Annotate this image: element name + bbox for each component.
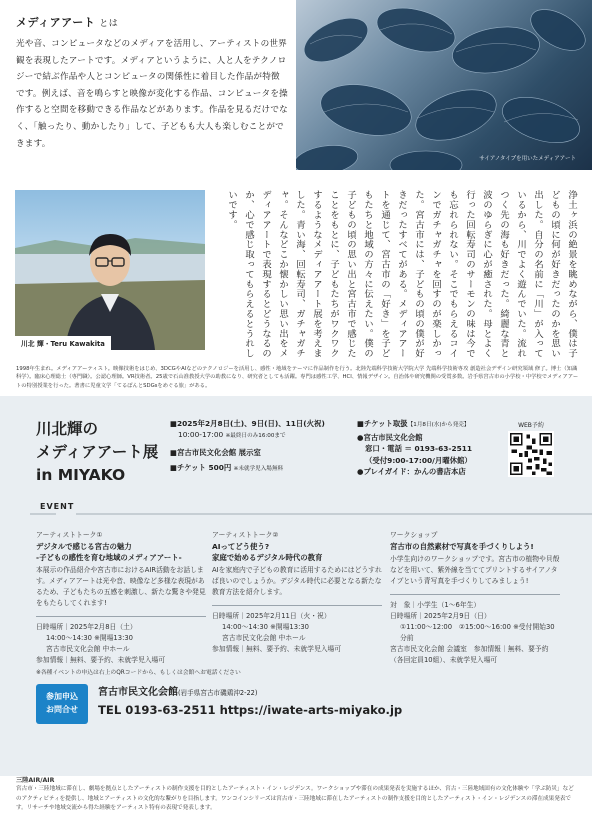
contact-info bbox=[98, 684, 402, 719]
event-item-desc: 本展示の作品紹介や宮古市におけるAIR活動をお話します。メディアアートは光や音、映像など多様な表現があるため、子どもたちの五感を刺激し、新たな驚きや発見をもたらしてくれます! bbox=[36, 566, 206, 607]
exhibition-time-note: ※最終日のみ16:00まで bbox=[225, 433, 286, 440]
event-item-talk-2 bbox=[212, 530, 382, 655]
event-divider bbox=[0, 502, 592, 522]
event-item-date: 日時場所｜2025年2月9日（日） bbox=[390, 612, 491, 620]
event-item-title: デジタルで感じる宮古の魅力 bbox=[36, 542, 132, 551]
event-item-title: AIってどう使う? bbox=[212, 542, 270, 551]
footer bbox=[16, 776, 578, 814]
exhibition-dates: ■2025年2月8日(土)、9日(日)、11日(火祝) bbox=[170, 419, 325, 428]
exhibition-ticket-row bbox=[170, 462, 360, 475]
ticket-sales-venue: ●宮古市民文化会館 bbox=[357, 432, 423, 442]
event-item-place: 宮古市民文化会館 中ホール bbox=[46, 645, 130, 653]
exhibition-ticket-price: ■チケット 500円 bbox=[170, 463, 232, 473]
ticket-sales-hours: （受付9:00-17:00/月曜休館） bbox=[365, 455, 472, 465]
shell-photo-caption: サイアノタイプを用いたメディアアート bbox=[479, 156, 576, 162]
intro-body: 光や音、コンピュータなどのメディアを活用し、アーティストの世界観を表現したアートです。メディアというように、人と人をテクノロジーで結ぶ作品や人とコンピュータの関係性に着目した作品が特徴です。例えば、音を鳴らすと映像が変化する作品、コンピュータを操作すると空間を移動できる作品などがあります。作品を見るだけでなく、「触ったり、動かしたり」して、子どもも大人も楽しむことができます。 bbox=[16, 39, 288, 149]
event-header: EVENT bbox=[40, 502, 75, 511]
event-item-sessions: ①11:00〜12:00 ②15:00〜16:00 ※受付開始30分前 bbox=[400, 623, 555, 642]
contact-button[interactable] bbox=[36, 684, 88, 724]
exhibition-title-line3: in MIYAKO bbox=[36, 466, 126, 484]
contact-tel-url[interactable]: TEL 0193-63-2511 https://iwate-arts-miyako.jp bbox=[98, 703, 403, 717]
exhibition-time-row bbox=[170, 429, 360, 442]
ticket-sales bbox=[357, 418, 507, 478]
event-item-title: 宮古市の自然素材で写真を手づくりしよう! bbox=[390, 542, 534, 551]
event-item-head: ワークショップ bbox=[390, 531, 438, 539]
event-item-info: 参加情報｜無料、要予約、未就学児入場可 bbox=[212, 645, 342, 653]
event-item-target: 対 象｜小学生（1〜6年生） bbox=[390, 601, 481, 609]
ticket-sales-counter: 窓口・電話 ＝ 0193-63-2511 bbox=[365, 444, 473, 454]
intro-title-suffix: とは bbox=[99, 19, 119, 29]
exhibition-title-line1: 川北輝の bbox=[36, 420, 99, 438]
artist-photo-caption: 川北 輝・Teru Kawakita bbox=[15, 336, 111, 350]
event-item-talk-1 bbox=[36, 530, 206, 666]
artist-message: 浄土ヶ浜の絶景を眺めながら、僕は子どもの頃に何が好きだったのかを思い出した。自分の名前に「川」が入っているから、川でよく遊んでいた。流れつく先の海も好きだった。綺麗な青と波のゆらぎに心が癒された。母とよく行った回転寿司のサーモンの味は今でも忘れられない。そこでもらえるコインでガチャガチャを回すのが楽しかった。宮古市には、子どもの頃の僕が好きだったすべてがある。メディアアートを通じて、宮古市の「好き」を子どもたちと地域の方々に伝えたい。僕の子どもの頃の思い出と宮古市で感じたことをもとに、子どもたちがワクワクするようなメディアアート展を考えました。青い海、回転寿司、ガチャガチャ。そんなどこか懐かしい思い出をメディアアートで表現するとどうなるのか、心で感じ取ってもらえるとうれしいです。 bbox=[226, 190, 577, 359]
ticket-sales-period: 【1月8日(水)から発売】 bbox=[407, 422, 470, 428]
event-item-separator bbox=[212, 605, 382, 606]
artist-bio: 1998年生まれ。メディアアーティスト。映像技術をはじめ、3DCGやAIなどのテクノロジーを活用し、感性・地域をテーマに作品制作を行う。北陸先端科学技術大学院大学 先端科学技術専攻 創造社会デザイン研究領域 修了。博士（知識科学）。臨床心理総士（専門職）。公認心理師。VR技術者。25歳で石山准教授大学の助教になり、研究者としても活躍。専門は感性工学、HCI、情報デザイン。自治体や研究機関の受賞多数。岩手県宮古市の小学校・中学校でメディアアートの特別授業を行った。著書に児童文学「てるぽんとSDGsをめぐる旅」がある。 bbox=[16, 366, 579, 389]
event-item-desc: AIを家庭内で子どもの教育に活用するためにはどうすれば良いのでしょうか。デジタル時代に必要となる新たな教育方法を紹介します。 bbox=[212, 566, 382, 596]
event-item-workshop bbox=[390, 530, 560, 666]
intro-title-main: メディアアート bbox=[16, 16, 96, 29]
event-item-head: アーティストトーク① bbox=[36, 531, 103, 539]
artist-photo bbox=[15, 190, 205, 350]
event-item-subtitle: 家庭で始めるデジタル時代の教育 bbox=[212, 553, 323, 562]
event-item-place: 宮古市民文化会館 中ホール bbox=[222, 634, 306, 642]
exhibition-venue: ■宮古市民文化会館 展示室 bbox=[170, 447, 261, 457]
shell-illustration bbox=[296, 0, 592, 170]
qr-code-icon[interactable] bbox=[508, 431, 554, 477]
contact-venue-row bbox=[98, 684, 402, 702]
event-item-time: 14:00〜14:30 ※開場13:30 bbox=[46, 634, 134, 642]
exhibition-info bbox=[0, 396, 592, 776]
contact-button-line2: お問合せ bbox=[46, 705, 78, 714]
event-item-head: アーティストトーク② bbox=[212, 531, 279, 539]
exhibition-title bbox=[36, 418, 158, 487]
contact-address: (岩手県宮古市磯鶏沖2-22) bbox=[178, 689, 258, 697]
intro-section bbox=[16, 14, 288, 152]
event-item-date: 日時場所｜2025年2月8日（土） bbox=[36, 623, 137, 631]
artist-portrait bbox=[15, 190, 205, 350]
footer-body: 宮古市・三陸地域に滞在し、劇場を拠点としたアーティストの制作支援を目的としたアーティスト・イン・レジデンス。ワークショップや滞在の成果発表を実施するほか、宮古・三陸地域固有の文化体験や「学ぶ防災」などのアクティビティを提供し、地域とアーティストの文化的な繋がりを目指します。ワンコインシリーズは宮古市・三陸地域に滞在したアーティストの制作支援を目的としたアーティスト・イン・レジデンスの滞在成果発表です。リサーチや地域交流から得た経験をアーティスト特有の表現で発表します。 bbox=[16, 786, 574, 812]
event-item-info: 参加情報｜無料、要予約、未就学児入場可 bbox=[36, 656, 166, 664]
web-reservation[interactable] bbox=[507, 420, 555, 481]
footer-heading: 三陸AIR/AIR bbox=[16, 777, 55, 784]
event-item-desc: 小学生向けのワークショップです。宮古市の植物や貝殻などを用いて、紫外線を当ててプリントするサイアノタイプという青写真を手づくりしてみましょう! bbox=[390, 555, 560, 585]
contact-button-line1: 参加申込 bbox=[46, 692, 78, 701]
ticket-sales-label: ■チケット取扱 bbox=[357, 419, 408, 428]
ticket-playguide: ●プレイガイド：かんの書店本店 bbox=[357, 467, 466, 477]
event-item-time: 14:00〜14:30 ※開場13:30 bbox=[222, 623, 310, 631]
web-reservation-label: WEB予約 bbox=[518, 422, 544, 429]
exhibition-ticket-note: ※未就学児入場無料 bbox=[233, 466, 284, 473]
event-item-info: 宮古市民文化会館 会議室 参加情報｜無料、要予約（各回定員10組）、未就学児入場可 bbox=[390, 645, 549, 664]
exhibition-title-line2: メディアアート展 bbox=[36, 443, 159, 461]
event-item-separator bbox=[36, 616, 206, 617]
contact-venue: 宮古市民文化会館 bbox=[98, 687, 178, 698]
event-item-subtitle: -子どもの感性を育む地域のメディアアート- bbox=[36, 553, 182, 562]
event-item-separator bbox=[390, 594, 560, 595]
shell-photo bbox=[296, 0, 592, 170]
exhibition-time: 10:00-17:00 bbox=[178, 430, 224, 440]
intro-title bbox=[16, 14, 288, 30]
ticket-sales-header bbox=[357, 418, 507, 432]
event-note: ※各種イベントの申込は右上のQRコードから、もしくは会館へお電話ください bbox=[36, 670, 241, 676]
exhibition-details bbox=[170, 418, 360, 476]
event-item-date: 日時場所｜2025年2月11日（火・祝） bbox=[212, 612, 331, 620]
